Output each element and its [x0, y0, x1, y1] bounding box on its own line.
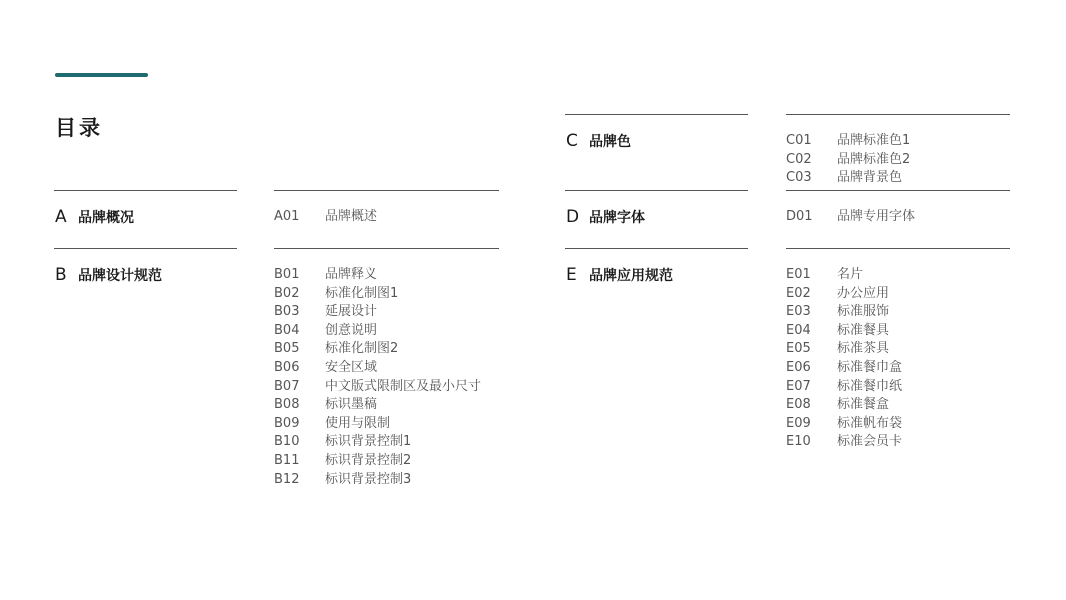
toc-item-c02[interactable] — [786, 151, 910, 170]
item-code: E09 — [786, 415, 811, 431]
item-label: 标识背景控制3 — [325, 471, 412, 487]
toc-item-b03[interactable] — [274, 303, 481, 322]
divider-a-left — [54, 190, 237, 191]
item-code: E04 — [786, 322, 811, 338]
toc-item-b06[interactable] — [274, 359, 481, 378]
toc-item-b10[interactable] — [274, 433, 481, 452]
item-code: C02 — [786, 151, 812, 167]
toc-item-b08[interactable] — [274, 396, 481, 415]
toc-item-b09[interactable] — [274, 415, 481, 434]
section-letter: A — [55, 207, 67, 227]
item-code: A01 — [274, 209, 300, 224]
item-label: 名片 — [837, 267, 864, 282]
item-label: 标准餐巾纸 — [837, 378, 903, 394]
item-label: 中文版式限制区及最小尺寸 — [325, 378, 482, 394]
item-label: 标准茶具 — [837, 341, 890, 357]
toc-item-b04[interactable] — [274, 322, 481, 341]
section-c-heading[interactable] — [566, 131, 631, 151]
toc-item-e08[interactable] — [786, 396, 902, 415]
section-d-heading[interactable] — [566, 207, 645, 227]
toc-item-b11[interactable] — [274, 452, 481, 471]
item-label: 办公应用 — [837, 285, 890, 301]
divider-d-right — [786, 190, 1010, 191]
item-label: 标识背景控制2 — [325, 452, 412, 468]
item-label: 标识背景控制1 — [325, 434, 412, 450]
item-code: E08 — [786, 397, 811, 413]
item-label: 品牌专用字体 — [837, 209, 916, 224]
item-code: B05 — [274, 341, 300, 357]
section-name: 品牌色 — [589, 134, 631, 150]
section-letter: B — [55, 265, 67, 285]
item-code: E05 — [786, 341, 811, 357]
item-code: D01 — [786, 209, 813, 224]
section-b-items — [274, 266, 481, 489]
section-c-items — [786, 132, 910, 188]
item-label: 标准餐巾盒 — [837, 359, 903, 375]
page-title: 目录 — [55, 116, 103, 140]
item-label: 标准餐具 — [837, 322, 890, 338]
item-code: B04 — [274, 322, 300, 338]
toc-item-c01[interactable] — [786, 132, 910, 151]
item-label: 安全区域 — [325, 359, 378, 375]
toc-item-b12[interactable] — [274, 471, 481, 490]
item-code: B11 — [274, 452, 300, 468]
section-a-items — [274, 208, 377, 227]
section-e-items — [786, 266, 902, 452]
toc-item-b07[interactable] — [274, 378, 481, 397]
item-label: 品牌释义 — [325, 267, 378, 282]
toc-item-a01[interactable] — [274, 208, 377, 227]
toc-item-e07[interactable] — [786, 378, 902, 397]
toc-item-b02[interactable] — [274, 285, 481, 304]
toc-item-c03[interactable] — [786, 169, 910, 188]
item-code: E06 — [786, 359, 811, 375]
divider-d-left — [565, 190, 748, 191]
item-label: 标准化制图2 — [325, 341, 399, 357]
item-code: E10 — [786, 434, 811, 450]
section-letter: D — [566, 207, 580, 227]
item-code: B08 — [274, 397, 300, 413]
item-label: 标准化制图1 — [325, 285, 399, 301]
item-code: B12 — [274, 471, 300, 487]
section-d-items — [786, 208, 915, 227]
section-letter: C — [566, 131, 578, 151]
item-label: 使用与限制 — [325, 415, 391, 431]
item-code: C03 — [786, 170, 812, 186]
item-label: 品牌标准色1 — [837, 133, 911, 148]
section-name: 品牌应用规范 — [589, 268, 673, 284]
item-code: B09 — [274, 415, 300, 431]
item-label: 标准服饰 — [837, 304, 890, 320]
section-name: 品牌概况 — [78, 210, 134, 226]
item-code: B06 — [274, 359, 300, 375]
toc-item-e05[interactable] — [786, 340, 902, 359]
divider-e-left — [565, 248, 748, 249]
item-code: C01 — [786, 133, 812, 148]
item-label: 延展设计 — [325, 304, 378, 320]
toc-item-d01[interactable] — [786, 208, 915, 227]
toc-item-e09[interactable] — [786, 415, 902, 434]
item-code: E03 — [786, 304, 811, 320]
divider-e-right — [786, 248, 1010, 249]
item-code: E01 — [786, 267, 811, 282]
item-label: 品牌概述 — [325, 209, 378, 224]
section-b-heading[interactable] — [55, 265, 162, 285]
section-a-heading[interactable] — [55, 207, 134, 227]
title-accent-bar — [55, 73, 148, 77]
toc-item-e01[interactable] — [786, 266, 902, 285]
section-name: 品牌字体 — [589, 210, 645, 226]
item-code: B02 — [274, 285, 300, 301]
divider-b-right — [274, 248, 499, 249]
item-label: 标准会员卡 — [837, 434, 903, 450]
item-label: 品牌标准色2 — [837, 151, 911, 167]
toc-item-e02[interactable] — [786, 285, 902, 304]
item-code: B07 — [274, 378, 300, 394]
item-code: B10 — [274, 434, 300, 450]
section-name: 品牌设计规范 — [78, 268, 162, 284]
divider-b-left — [54, 248, 237, 249]
item-label: 标准帆布袋 — [837, 415, 903, 431]
divider-c-right — [786, 114, 1010, 115]
item-code: E07 — [786, 378, 811, 394]
section-letter: E — [566, 265, 577, 285]
toc-item-b05[interactable] — [274, 340, 481, 359]
toc-item-e04[interactable] — [786, 322, 902, 341]
item-code: E02 — [786, 285, 811, 301]
toc-item-b01[interactable] — [274, 266, 481, 285]
toc-item-e06[interactable] — [786, 359, 902, 378]
item-label: 标识墨稿 — [325, 397, 378, 413]
item-label: 创意说明 — [325, 322, 378, 338]
item-label: 品牌背景色 — [837, 170, 903, 186]
item-code: B01 — [274, 267, 300, 282]
toc-item-e03[interactable] — [786, 303, 902, 322]
item-label: 标准餐盒 — [837, 397, 890, 413]
section-e-heading[interactable] — [566, 265, 673, 285]
divider-c-left — [565, 114, 748, 115]
item-code: B03 — [274, 304, 300, 320]
toc-item-e10[interactable] — [786, 433, 902, 452]
divider-a-right — [274, 190, 499, 191]
